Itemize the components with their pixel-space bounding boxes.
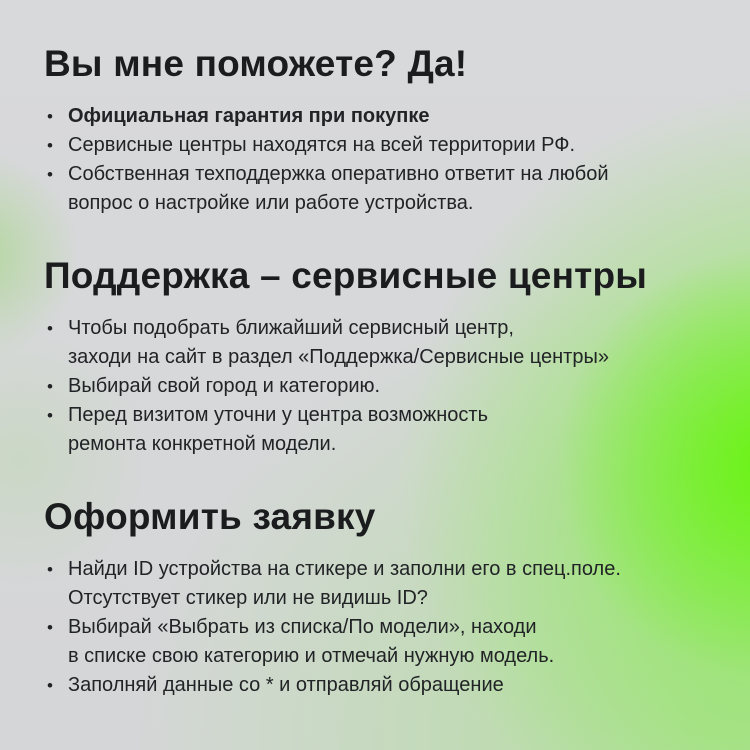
bullet-item [44, 671, 710, 700]
bullet-dot-icon: • [47, 377, 53, 396]
bullet-dot-icon: • [47, 676, 53, 695]
bullet-text: Заполняй данные со * и отправляй обращение [68, 674, 504, 696]
section-heading: Вы мне поможете? Да! [44, 43, 468, 84]
bullet-text: Перед визитом уточни у центра возможность ремонта конкретной модели. [68, 404, 489, 455]
bullet-dot-icon: • [47, 107, 53, 126]
section-submit-request [44, 495, 710, 700]
bullet-dot-icon: • [47, 165, 53, 184]
bullet-item [44, 401, 710, 459]
bullet-text: Сервисные центры находятся на всей территории РФ. [68, 134, 576, 156]
bullet-item [44, 314, 710, 372]
bullet-item [44, 555, 710, 613]
bullet-item [44, 102, 710, 131]
bullet-text: Чтобы подобрать ближайший сервисный центр, заходи на сайт в раздел «Поддержка/Сервисные центры» [68, 317, 609, 368]
bullet-item [44, 160, 710, 218]
bullet-text: Официальная гарантия при покупке [68, 105, 430, 127]
bullet-item [44, 131, 710, 160]
bullet-list [44, 555, 710, 700]
bullet-list [44, 314, 710, 459]
section-heading: Поддержка – сервисные центры [44, 255, 648, 296]
bullet-text: Собственная техподдержка оперативно ответит на любой вопрос о настройке или работе устройства. [68, 163, 609, 214]
bullet-dot-icon: • [47, 319, 53, 338]
bullet-text: Выбирай «Выбрать из списка/По модели», находи в списке свою категорию и отмечай нужную модель. [68, 616, 555, 667]
bullet-dot-icon: • [47, 406, 53, 425]
section-help-promise [44, 42, 710, 218]
bullet-dot-icon: • [47, 136, 53, 155]
bullet-text: Найди ID устройства на стикере и заполни его в спец.поле. Отсутствует стикер или не видишь ID? [68, 558, 621, 609]
bullet-dot-icon: • [47, 560, 53, 579]
bullet-item [44, 613, 710, 671]
bullet-dot-icon: • [47, 618, 53, 637]
section-service-centers [44, 254, 710, 459]
bullet-item [44, 372, 710, 401]
bullet-list [44, 102, 710, 218]
section-heading: Оформить заявку [44, 496, 376, 537]
bullet-text: Выбирай свой город и категорию. [68, 375, 381, 397]
